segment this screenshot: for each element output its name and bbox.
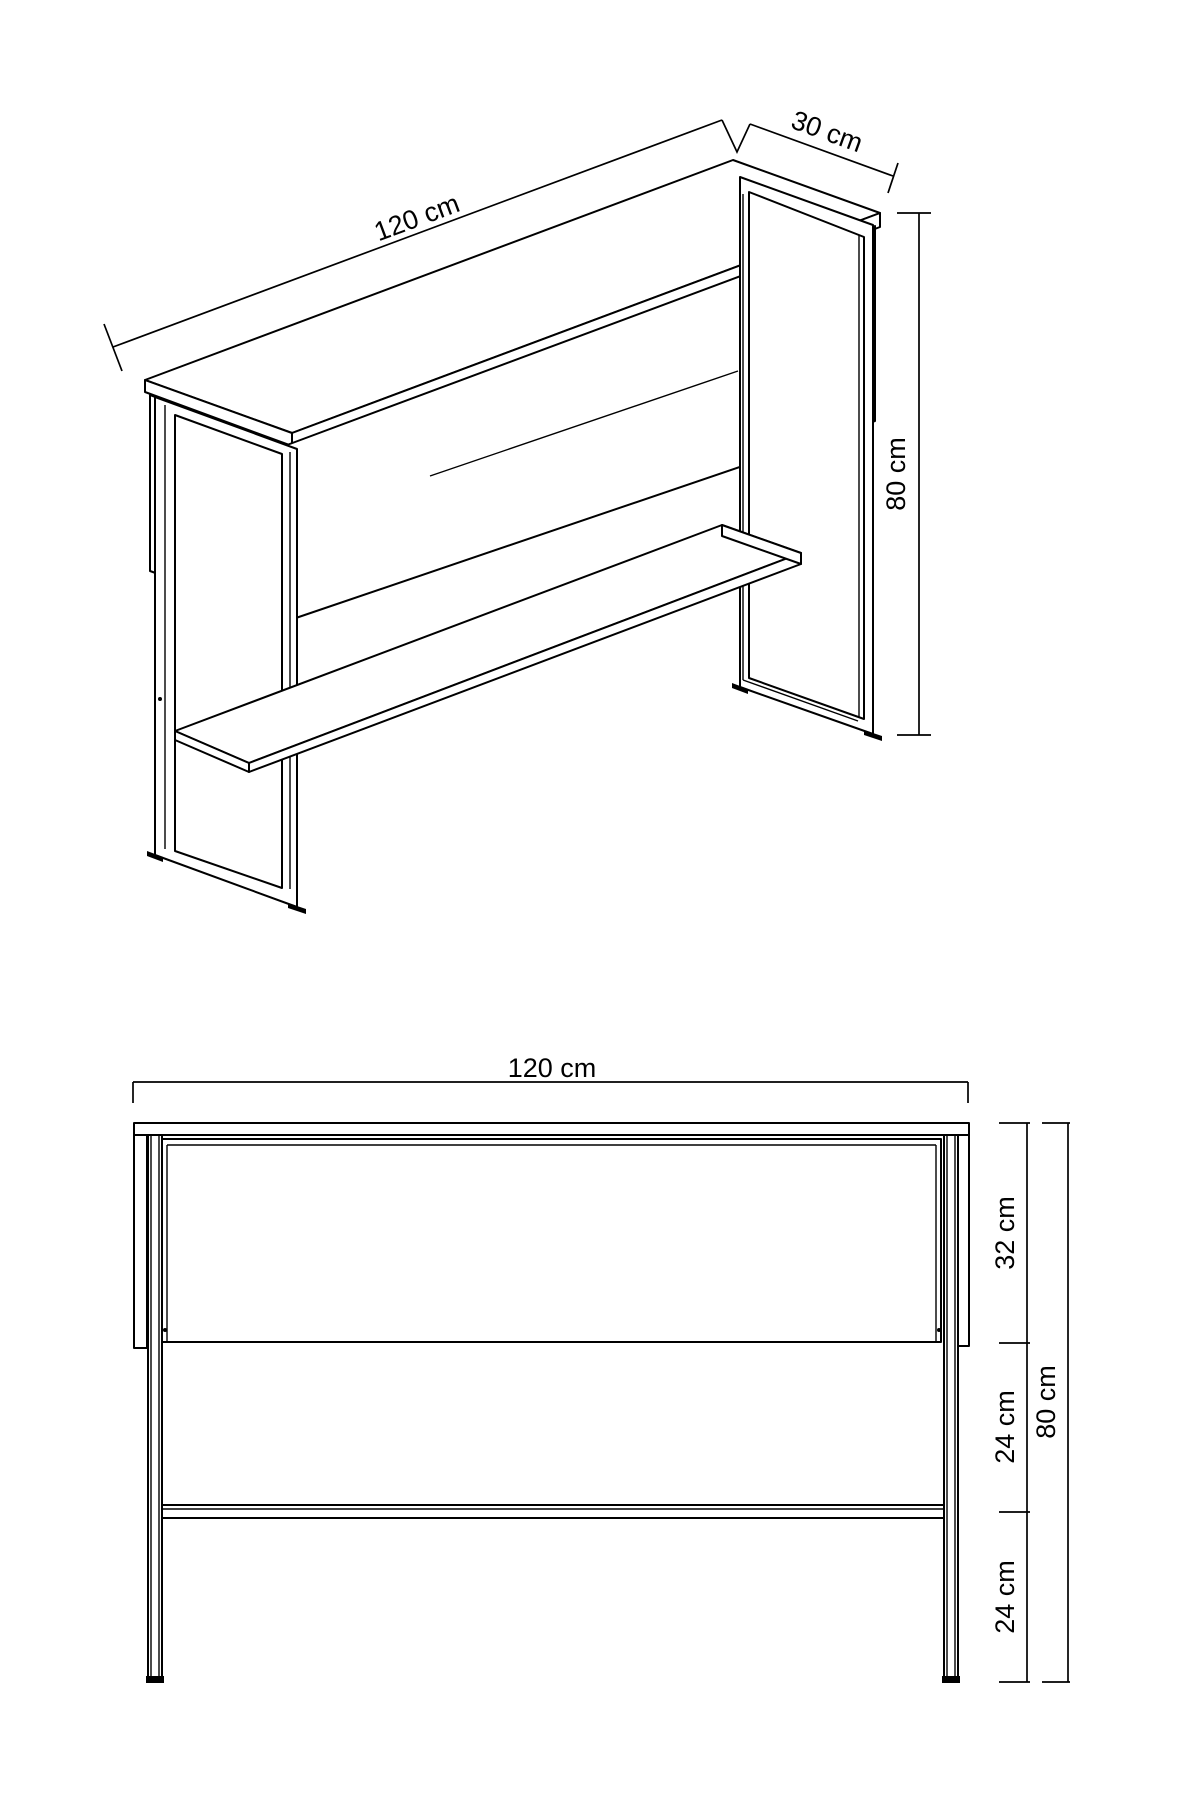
front-left-foot — [146, 1676, 164, 1683]
dim-label-front-width: 120 cm — [507, 1053, 597, 1083]
front-shelf — [162, 1505, 944, 1518]
perspective-view — [104, 105, 931, 914]
dim-label-perspective-length: 120 cm — [370, 188, 464, 248]
dim-label-front-total-height: 80 cm — [1031, 1365, 1061, 1439]
front-left-side-panel — [134, 1135, 147, 1348]
dim-label-perspective-height: 80 cm — [881, 437, 911, 511]
front-left-leg — [148, 1135, 162, 1682]
cam-mark — [158, 697, 162, 701]
right-leg-frame — [740, 177, 873, 734]
front-height-dimensions — [990, 1123, 1070, 1682]
front-table — [134, 1123, 969, 1683]
cam-mark — [163, 1328, 167, 1332]
front-cabinet-panel — [162, 1139, 941, 1342]
dim-label-front-middle-section: 24 cm — [990, 1390, 1020, 1464]
front-right-foot — [942, 1676, 960, 1683]
cam-mark — [937, 1328, 941, 1332]
front-tabletop — [134, 1123, 969, 1135]
left-leg-frame — [155, 397, 297, 907]
dim-label-front-bottom-section: 24 cm — [990, 1560, 1020, 1634]
dim-label-front-top-section: 32 cm — [990, 1196, 1020, 1270]
dim-label-perspective-depth: 30 cm — [787, 104, 867, 159]
front-width-dimension — [133, 1053, 968, 1103]
front-elevation-view — [133, 1053, 1070, 1683]
front-right-leg — [944, 1135, 958, 1682]
